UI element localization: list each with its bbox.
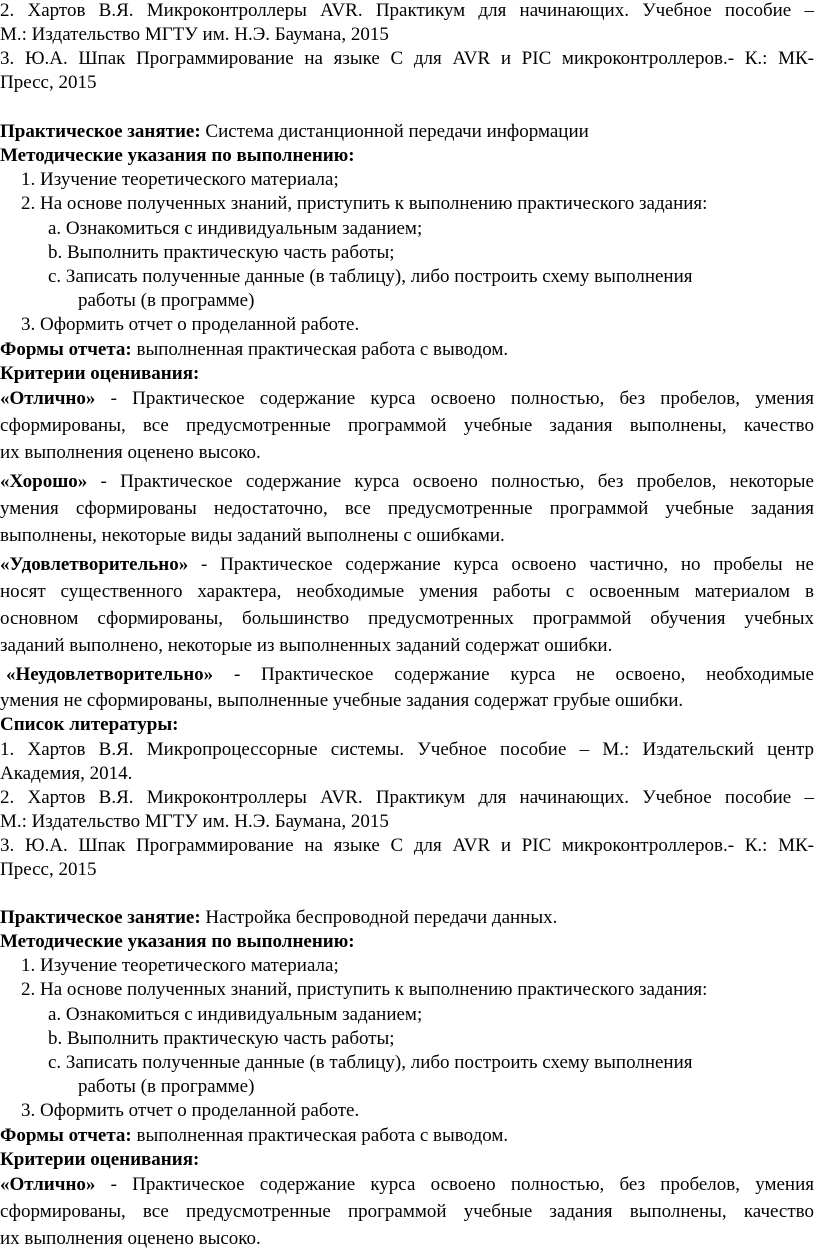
criterion-line: носят существенного характера, необходимые умения работы с освоенным материалом в xyxy=(0,581,814,602)
step-item: 3. Оформить отчет о проделанной работе. xyxy=(21,1100,360,1121)
criterion-unsatisfactory: «Неудовлетворительно» - Практическое содержание курса не освоено, необходимые xyxy=(6,664,814,685)
step-item: 2. На основе полученных знаний, приступить к выполнению практического задания: xyxy=(21,979,708,1000)
criterion-good: «Хорошо» - Практическое содержание курса освоено полностью, без пробелов, некоторые xyxy=(0,471,814,492)
literature-item: 3. Ю.А. Шпак Программирование на языке С для AVR и PIC микроконтроллеров.- К.: МК- xyxy=(0,835,814,856)
practice-title-text: Система дистанционной передачи информации xyxy=(200,121,589,142)
literature-item: М.: Издательство МГТУ им. Н.Э. Баумана, 2015 xyxy=(0,811,389,832)
criterion-line: сформированы, все предусмотренные программой учебные задания выполнены, качество xyxy=(0,415,814,436)
practice-title-label: Практическое занятие: xyxy=(0,121,201,142)
criterion-satisfactory: «Удовлетворительно» - Практическое содержание курса освоено частично, но пробелы не xyxy=(0,554,814,575)
step-item: 3. Оформить отчет о проделанной работе. xyxy=(21,314,360,335)
report-forms: Формы отчета: выполненная практическая работа с выводом. xyxy=(0,1125,509,1146)
step-item: 1. Изучение теоретического материала; xyxy=(21,955,339,976)
substep-item: работы (в программе) xyxy=(78,1076,255,1097)
substep-item: c. Записать полученные данные (в таблицу), либо построить схему выполнения xyxy=(48,266,693,287)
substep-item: работы (в программе) xyxy=(78,290,255,311)
substep-item: b. Выполнить практическую часть работы; xyxy=(48,242,395,263)
criterion-excellent: «Отлично» - Практическое содержание курса освоено полностью, без пробелов, умения xyxy=(0,1174,814,1195)
ref-line: Пресс, 2015 xyxy=(0,72,97,93)
criteria-heading: Критерии оценивания: xyxy=(0,1149,200,1170)
substep-item: b. Выполнить практическую часть работы; xyxy=(48,1028,395,1049)
substep-item: c. Записать полученные данные (в таблицу), либо построить схему выполнения xyxy=(48,1052,693,1073)
report-forms: Формы отчета: выполненная практическая работа с выводом. xyxy=(0,339,509,360)
literature-item: Академия, 2014. xyxy=(0,763,133,784)
criterion-excellent: «Отлично» - Практическое содержание курса освоено полностью, без пробелов, умения xyxy=(0,388,814,409)
step-item: 2. На основе полученных знаний, приступить к выполнению практического задания: xyxy=(21,193,708,214)
criterion-line: их выполнения оценено высоко. xyxy=(0,1228,261,1249)
practice-title xyxy=(0,121,589,143)
criterion-line: основном сформированы, большинство предусмотренных программой обучения учебных xyxy=(0,608,814,629)
criterion-line: выполнены, некоторые виды заданий выполнены с ошибками. xyxy=(0,525,505,546)
ref-line: 3. Ю.А. Шпак Программирование на языке С для AVR и PIC микроконтроллеров.- К.: МК- xyxy=(0,48,814,69)
criteria-heading: Критерии оценивания: xyxy=(0,363,200,384)
criterion-line: их выполнения оценено высоко. xyxy=(0,442,261,463)
criterion-line: умения сформированы недостаточно, все предусмотренные программой учебные задания xyxy=(0,498,814,519)
step-item: 1. Изучение теоретического материала; xyxy=(21,169,339,190)
substep-item: a. Ознакомиться с индивидуальным заданием; xyxy=(48,1004,423,1025)
practice-title: Практическое занятие: Настройка беспроводной передачи данных. xyxy=(0,907,558,928)
method-heading: Методические указания по выполнению: xyxy=(0,145,355,166)
literature-item: 1. Хартов В.Я. Микропроцессорные системы. Учебное пособие – М.: Издательский центр xyxy=(0,739,814,760)
literature-heading: Список литературы: xyxy=(0,714,179,735)
ref-line: 2. Хартов В.Я. Микроконтроллеры AVR. Практикум для начинающих. Учебное пособие – xyxy=(0,0,814,21)
ref-line: М.: Издательство МГТУ им. Н.Э. Баумана, 2015 xyxy=(0,24,389,45)
substep-item: a. Ознакомиться с индивидуальным заданием; xyxy=(48,218,423,239)
criterion-line: заданий выполнено, некоторые из выполненных заданий содержат ошибки. xyxy=(0,635,613,656)
criterion-line: умения не сформированы, выполненные учебные задания содержат грубые ошибки. xyxy=(0,690,684,711)
literature-item: 2. Хартов В.Я. Микроконтроллеры AVR. Практикум для начинающих. Учебное пособие – xyxy=(0,787,814,808)
literature-item: Пресс, 2015 xyxy=(0,859,97,880)
criterion-line: сформированы, все предусмотренные программой учебные задания выполнены, качество xyxy=(0,1201,814,1222)
method-heading: Методические указания по выполнению: xyxy=(0,931,355,952)
